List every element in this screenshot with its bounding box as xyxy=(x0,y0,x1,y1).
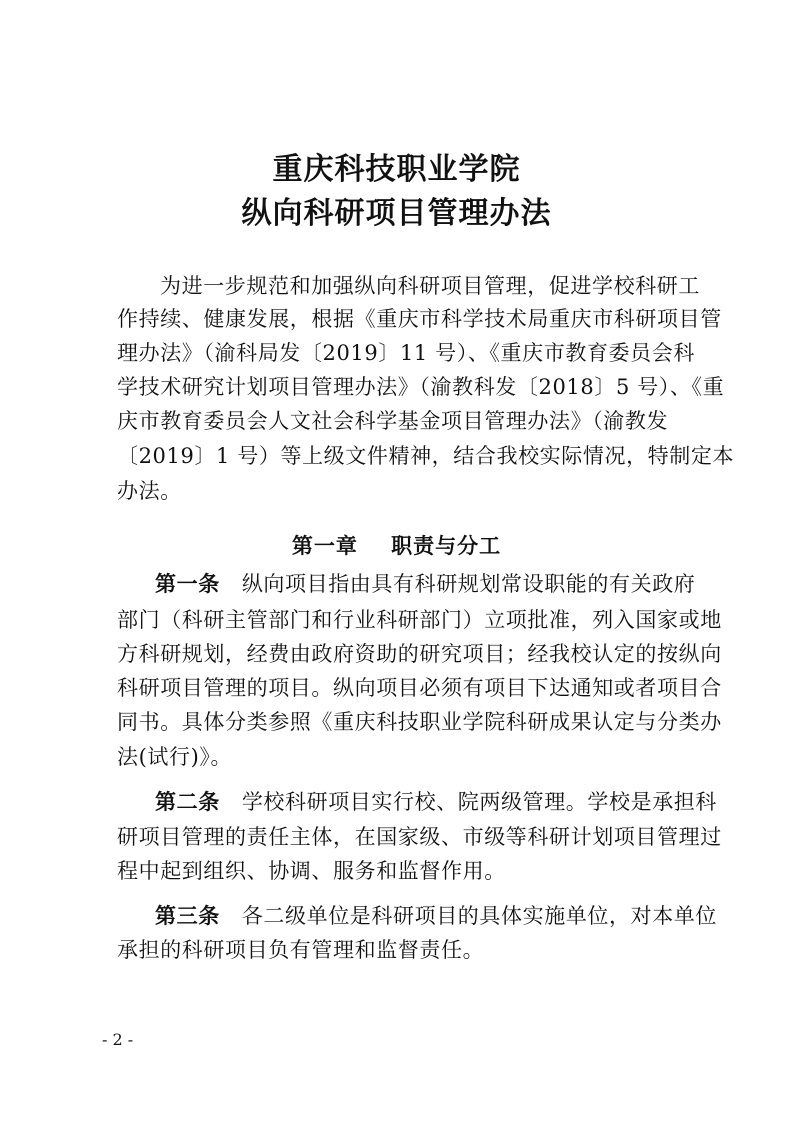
article-1-line: 法(试行)》。 xyxy=(117,745,233,769)
article-2-label: 第二条 xyxy=(155,790,220,814)
article-1-line: 科研项目管理的项目。纵向项目必须有项目下达通知或者项目合 xyxy=(117,676,722,700)
chapter-heading: 第一章 职责与分工 xyxy=(291,534,502,558)
article-1-first-line xyxy=(155,568,695,598)
article-1-line: 部门（科研主管部门和行业科研部门）立项批准，列入国家或地 xyxy=(117,608,722,632)
preamble-line: 办法。 xyxy=(117,479,182,503)
article-1-line: 同书。具体分类参照《重庆科技职业学院科研成果认定与分类办 xyxy=(117,710,722,734)
page-number: - 2 - xyxy=(102,1030,134,1049)
article-2-first-line xyxy=(155,786,717,816)
document-title-line-2: 纵向科研项目管理办法 xyxy=(241,196,552,231)
article-1-text: 纵向项目指由具有科研规划常设职能的有关政府 xyxy=(241,572,696,596)
preamble-line: 为进一步规范和加强纵向科研项目管理，促进学校科研工 xyxy=(160,274,700,298)
article-2-line: 程中起到组织、协调、服务和监督作用。 xyxy=(117,859,506,883)
article-3-text: 各二级单位是科研项目的具体实施单位，对本单位 xyxy=(241,904,718,928)
article-1-label: 第一条 xyxy=(155,572,220,596)
article-3-first-line xyxy=(155,900,717,930)
preamble-line: 〔2019〕1 号）等上级文件精神，结合我校实际情况，特制定本 xyxy=(117,444,735,468)
article-1-line: 方科研规划，经费由政府资助的研究项目；经我校认定的按纵向 xyxy=(117,642,722,666)
preamble-line: 理办法》（渝科局发〔2019〕11 号）、《重庆市教育委员会科 xyxy=(117,341,695,365)
article-3-line: 承担的科研项目负有管理和监督责任。 xyxy=(117,938,485,962)
document-title-line-1: 重庆科技职业学院 xyxy=(272,152,521,187)
article-3-label: 第三条 xyxy=(155,904,220,928)
preamble-line: 庆市教育委员会人文社会科学基金项目管理办法》（渝教发 xyxy=(117,409,669,433)
preamble-line: 作持续、健康发展，根据《重庆市科学技术局重庆市科研项目管 xyxy=(117,307,722,331)
preamble-line: 学技术研究计划项目管理办法》（渝教科发〔2018〕5 号）、《重 xyxy=(117,375,725,399)
article-2-text: 学校科研项目实行校、院两级管理。学校是承担科 xyxy=(241,790,718,814)
article-2-line: 研项目管理的责任主体，在国家级、市级等科研计划项目管理过 xyxy=(117,825,722,849)
